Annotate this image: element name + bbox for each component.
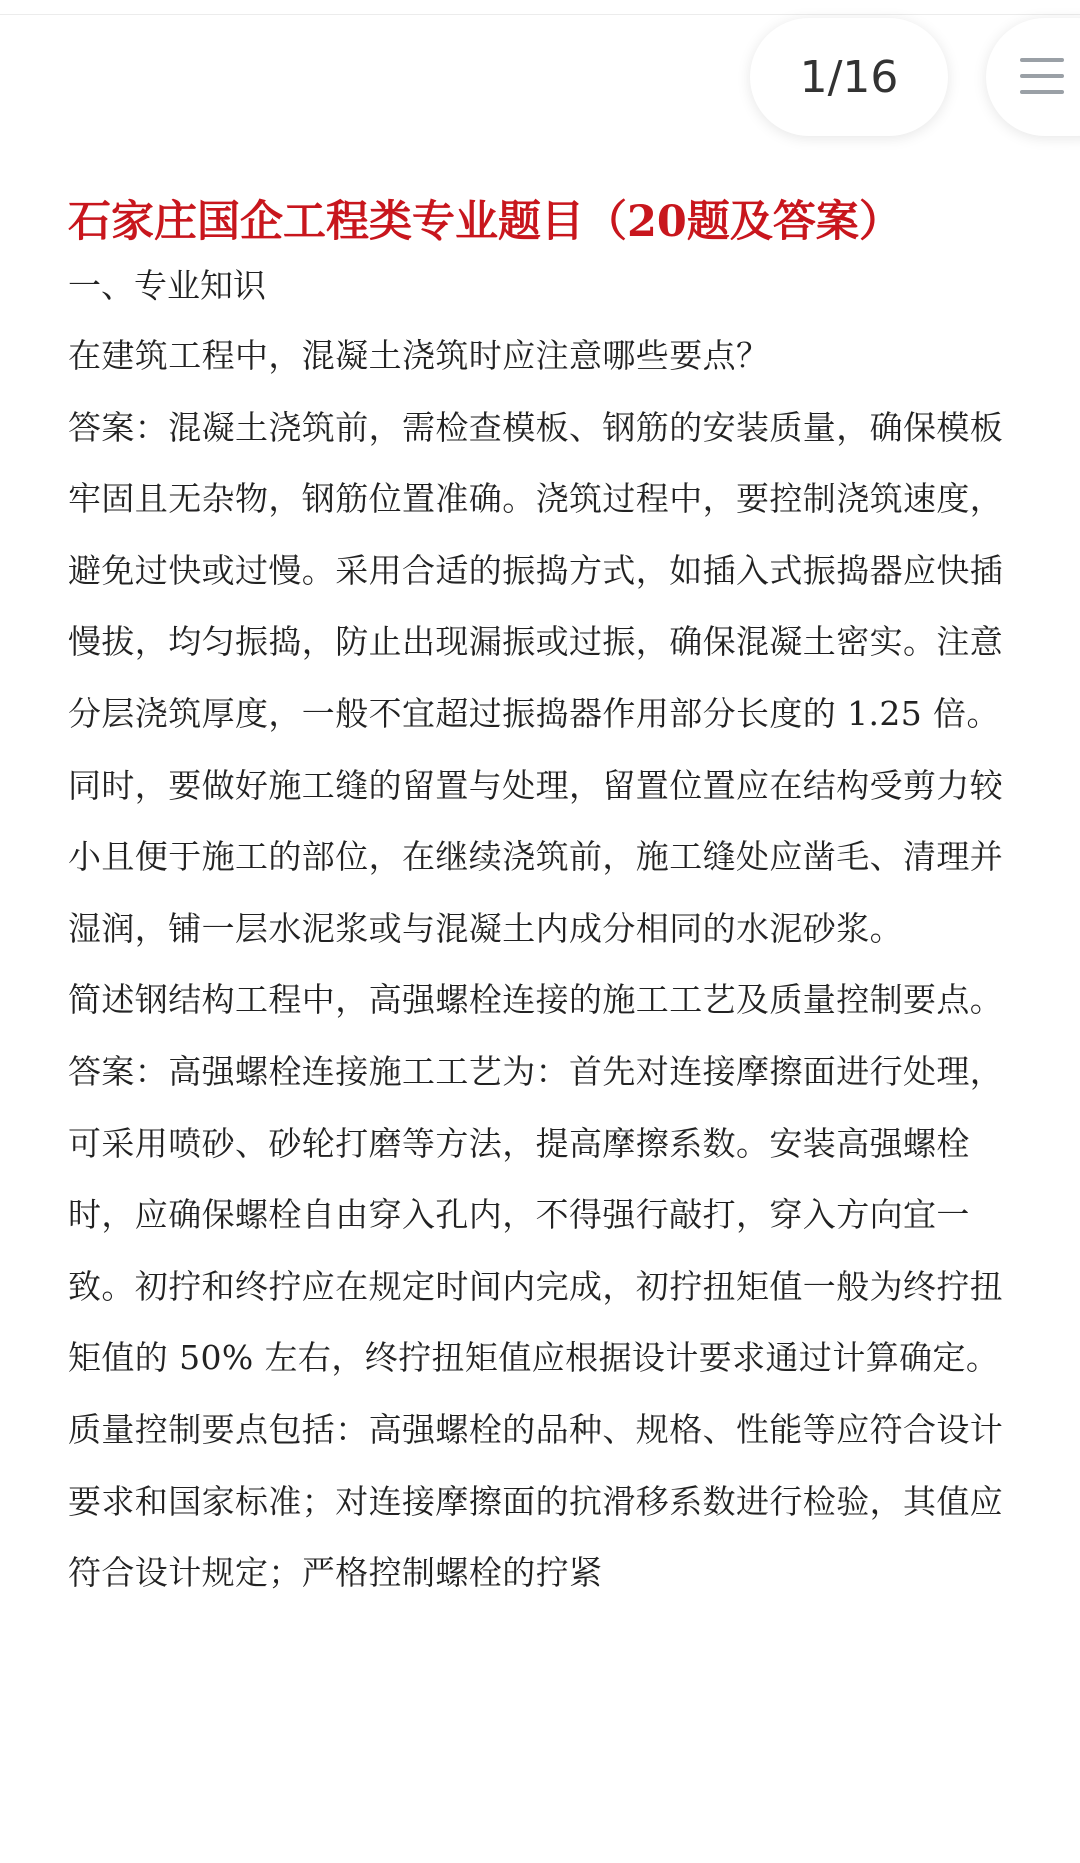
document-title: 石家庄国企工程类专业题目（20题及答案） (68, 197, 902, 247)
top-divider (0, 14, 1080, 15)
question-2: 简述钢结构工程中，高强螺栓连接的施工工艺及质量控制要点。 (68, 980, 1004, 1020)
page-indicator-label: 1/16 (799, 51, 899, 103)
answer-1: 答案：混凝土浇筑前，需检查模板、钢筋的安装质量，确保模板牢固且无杂物，钢筋位置准确。浇筑过程中，要控制浇筑速度，避免过快或过慢。采用合适的振捣方式，如插入式振捣器应快插慢拔，均匀振捣，防止出现漏振或过振，确保混凝土密实。注意分层浇筑厚度，一般不宜超过振捣器作用部分长度的 1.25 倍。同时，要做好施工缝的留置与处理，留置位置应在结构受剪力较小且便于施工的部位，在继续浇筑前，施工缝处应凿毛、清理并湿润，铺一层水泥浆或与混凝土内成分相同的水泥砂浆。 (68, 407, 1004, 948)
page-indicator[interactable] (750, 18, 948, 136)
menu-button[interactable] (986, 18, 1080, 136)
answer-2: 答案：高强螺栓连接施工工艺为：首先对连接摩擦面进行处理，可采用喷砂、砂轮打磨等方法，提高摩擦系数。安装高强螺栓时，应确保螺栓自由穿入孔内，不得强行敲打，穿入方向宜一致。初拧和终拧应在规定时间内完成，初拧扭矩值一般为终拧扭矩值的 50% 左右，终拧扭矩值应根据设计要求通过计算确定。质量控制要点包括：高强螺栓的品种、规格、性能等应符合设计要求和国家标准；对连接摩擦面的抗滑移系数进行检验，其值应符合设计规定；严格控制螺栓的拧紧 (68, 1051, 1004, 1593)
question-1: 在建筑工程中，混凝土浇筑时应注意哪些要点？ (68, 336, 770, 375)
section-heading: 一、专业知识 (68, 266, 266, 305)
document-body (68, 192, 1018, 1609)
menu-icon (1020, 56, 1064, 96)
